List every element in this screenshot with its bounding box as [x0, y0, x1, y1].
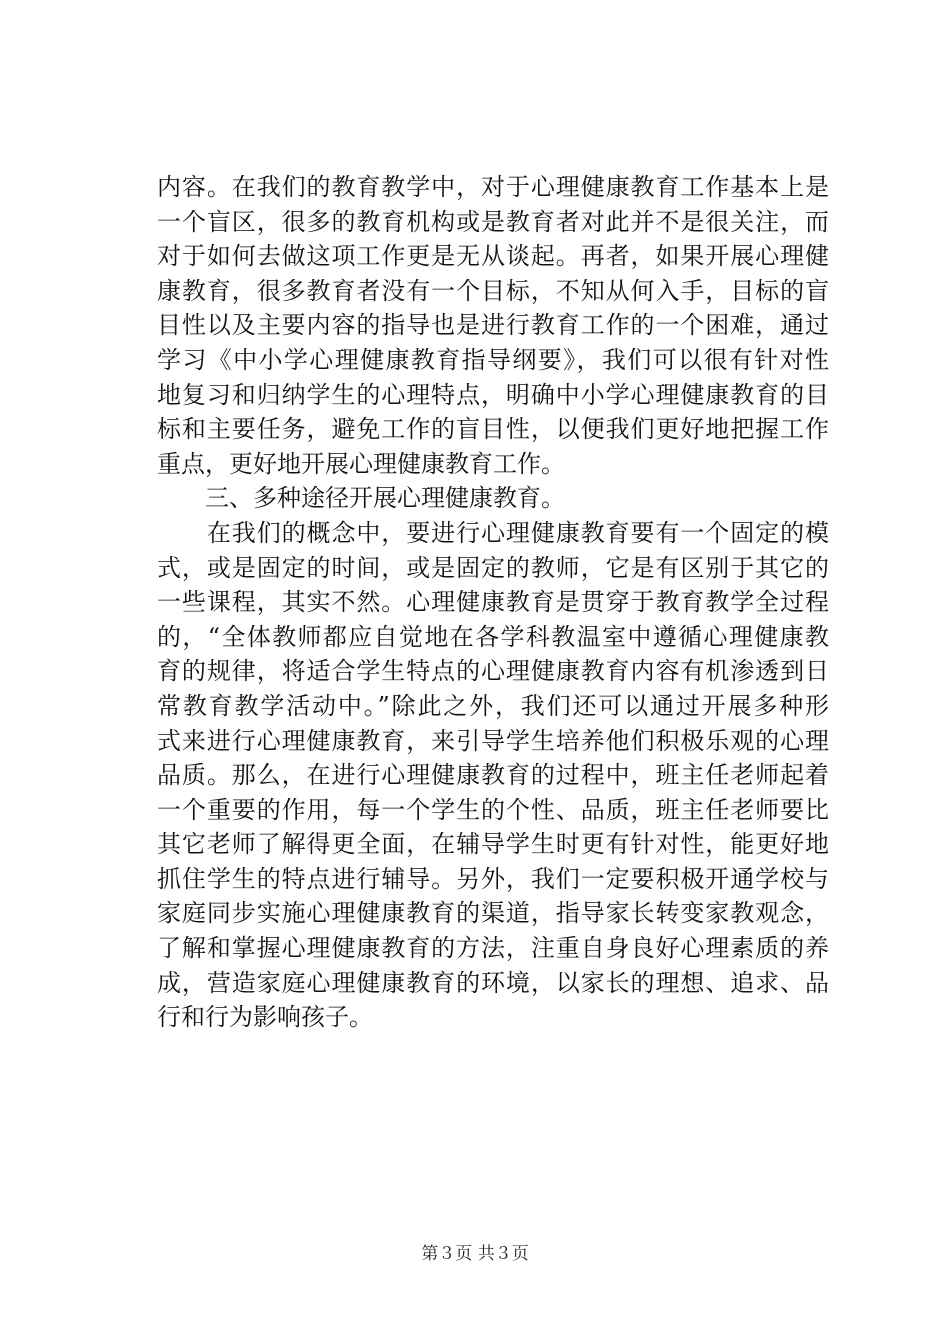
text-line: 一些课程，其实不然。心理健康教育是贯穿于教育教学全过程	[157, 588, 829, 617]
text-line: 行和行为影响孩子。	[157, 1003, 373, 1032]
text-line: 式来进行心理健康教育，来引导学生培养他们积极乐观的心理	[157, 726, 829, 755]
text-line: 一个盲区，很多的教育机构或是教育者对此并不是很关注，而	[157, 207, 829, 236]
text-line: 重点，更好地开展心理健康教育工作。	[157, 449, 565, 478]
document-body	[157, 170, 829, 1035]
text-line: 式，或是固定的时间，或是固定的教师，它是有区别于其它的	[157, 553, 829, 582]
text-line: 品质。那么，在进行心理健康教育的过程中，班主任老师起着	[157, 761, 829, 790]
text-line: 育的规律，将适合学生特点的心理健康教育内容有机渗透到日	[157, 657, 829, 686]
text-line: 标和主要任务，避免工作的盲目性，以便我们更好地把握工作	[157, 415, 829, 444]
page-footer: 第３页 共３页	[421, 1244, 529, 1264]
text-line: 学习《中小学心理健康教育指导纲要》，我们可以很有针对性	[157, 345, 829, 374]
text-line: 地复习和归纳学生的心理特点，明确中小学心理健康教育的目	[157, 380, 829, 409]
section-heading: 三、多种途径开展心理健康教育。	[157, 484, 565, 513]
text-line: 了解和掌握心理健康教育的方法，注重自身良好心理素质的养	[157, 934, 829, 963]
text-line: 目性以及主要内容的指导也是进行教育工作的一个困难，通过	[157, 311, 829, 340]
text-line: 家庭同步实施心理健康教育的渠道，指导家长转变家教观念，	[157, 899, 829, 928]
text-line: 对于如何去做这项工作更是无从谈起。再者，如果开展心理健	[157, 242, 829, 271]
text-line: 常教育教学活动中。”除此之外，我们还可以通过开展多种形	[157, 691, 829, 720]
text-line: 内容。在我们的教育教学中，对于心理健康教育工作基本上是	[157, 173, 829, 201]
text-line: 的，“全体教师都应自觉地在各学科教温室中遵循心理健康教	[157, 622, 829, 651]
text-line: 在我们的概念中，要进行心理健康教育要有一个固定的模	[157, 518, 829, 547]
text-line: 康教育，很多教育者没有一个目标，不知从何入手，目标的盲	[157, 276, 829, 305]
text-line: 抓住学生的特点进行辅导。另外，我们一定要积极开通学校与	[157, 864, 829, 893]
text-line: 成，营造家庭心理健康教育的环境，以家长的理想、追求、品	[157, 968, 829, 997]
text-line: 其它老师了解得更全面，在辅导学生时更有针对性，能更好地	[157, 830, 829, 859]
text-line: 一个重要的作用，每一个学生的个性、品质，班主任老师要比	[157, 795, 829, 824]
